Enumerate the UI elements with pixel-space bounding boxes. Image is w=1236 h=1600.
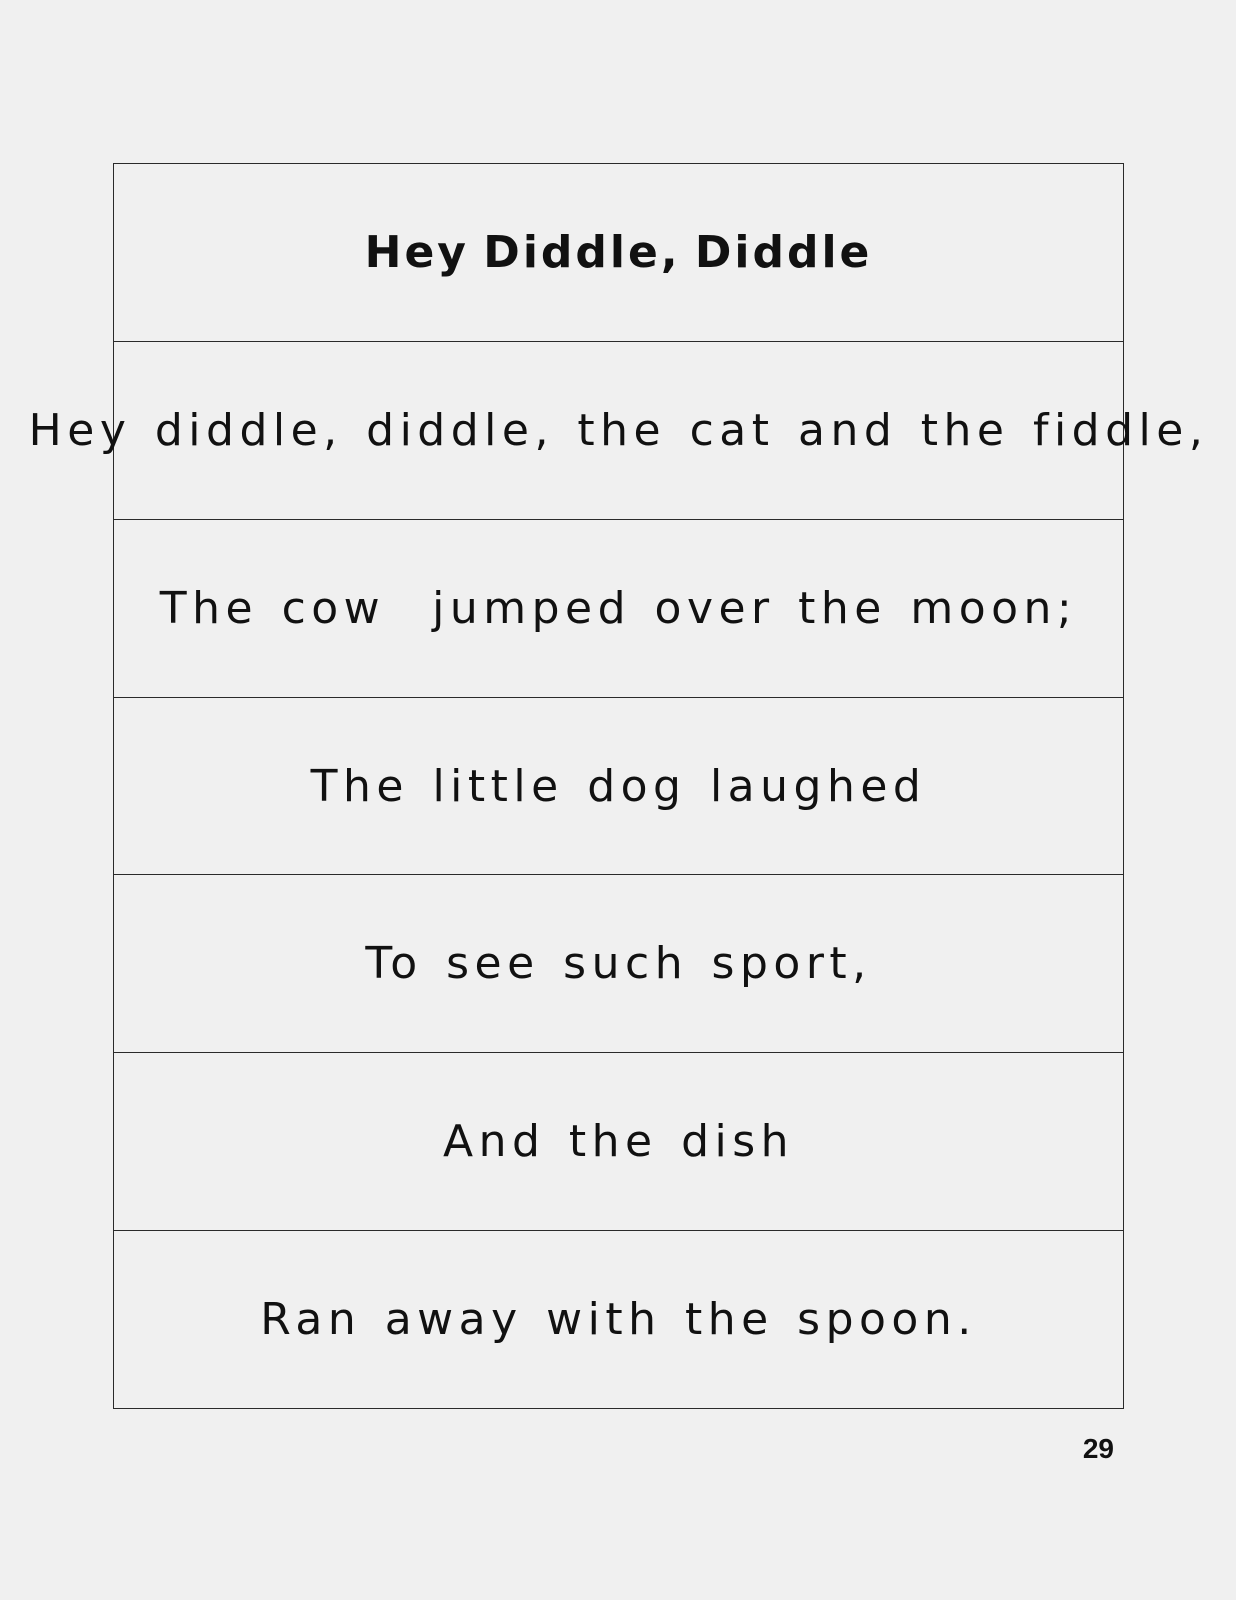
poem-line-row-1 [28, 342, 1209, 520]
poem-table [28, 163, 1209, 1409]
poem-line-row-6 [114, 1231, 1123, 1408]
poem-line: To see such sport, [365, 938, 872, 990]
poem-line-row-5 [114, 1053, 1123, 1231]
poem-line: The little dog laughed [310, 760, 927, 812]
poem-line: Ran away with the spoon. [260, 1294, 977, 1346]
poem-line: And the dish [442, 1116, 795, 1168]
poem-line: The cow jumped over the moon; [159, 582, 1078, 634]
poem-line-row-2 [114, 520, 1123, 698]
poem-line-row-3 [114, 698, 1123, 876]
poem-line-row-4 [114, 875, 1123, 1053]
title-row [114, 164, 1123, 342]
poem-line: Hey diddle, diddle, the cat and the fiddle, [28, 404, 1209, 456]
page-number: 29 [1082, 1433, 1114, 1464]
poem-title: Hey Diddle, Diddle [364, 226, 873, 278]
